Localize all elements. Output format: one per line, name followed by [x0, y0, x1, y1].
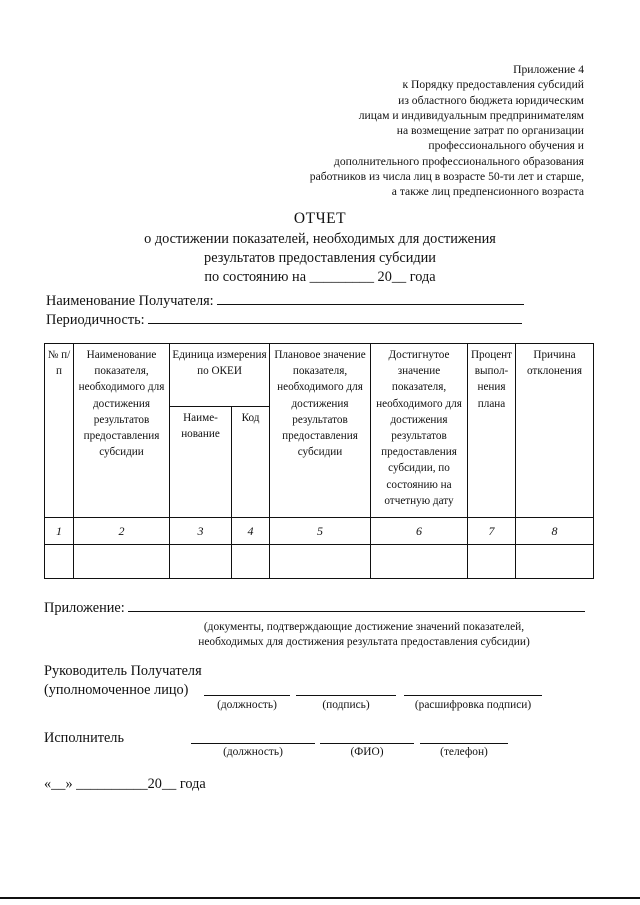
date-row: [44, 776, 206, 793]
periodicity-row: [46, 312, 522, 329]
appendix-line: работников из числа лиц в возрасте 50-ти лет и старше,: [309, 170, 584, 184]
appendix-header: [254, 62, 584, 200]
executor-position-line[interactable]: [191, 743, 315, 744]
report-date-prefix: по состоянию на: [204, 269, 307, 285]
header-achieved-value: Достигнутое значение показателя, необходимого для достижения результатов предоставления субсидии, по состоянию на отчетную дату: [371, 344, 468, 518]
attachment-input-line[interactable]: [128, 610, 585, 612]
head-position-line[interactable]: [204, 695, 290, 696]
appendix-line: к Порядку предоставления субсидий: [402, 78, 584, 92]
header-planned-value: Плановое значение показателя, необходимого для достижения результатов предоставления субсидии: [270, 344, 371, 518]
appendix-line: дополнительного профессионального образования: [333, 154, 584, 168]
head-decoding-line[interactable]: [404, 695, 542, 696]
report-title: ОТЧЕТ: [293, 210, 347, 227]
executor-phone-line[interactable]: [420, 743, 508, 744]
attachment-row: [44, 600, 585, 617]
date-year[interactable]: 20__ года: [147, 776, 206, 792]
executor-name-caption: (ФИО): [350, 746, 384, 758]
report-subtitle-line1: о достижении показателей, необходимых для достижения: [144, 231, 496, 247]
attachment-label: Приложение:: [44, 600, 125, 616]
report-date-line: [0, 268, 640, 287]
periodicity-label: Периодичность:: [46, 312, 145, 328]
table-cell[interactable]: [45, 545, 74, 579]
header-percent: Процент выпол-нения плана: [468, 344, 516, 518]
date-day[interactable]: «__»: [44, 776, 73, 792]
header-indicator-name: Наименование показателя, необходимого для достижения результатов предоставления субсидии: [74, 344, 170, 518]
column-number: 6: [371, 518, 468, 545]
column-number: 8: [516, 518, 594, 545]
table-number-row: [45, 518, 594, 545]
head-label-line2: (уполномоченное лицо): [44, 682, 189, 698]
header-unit-name: Наиме-нование: [170, 407, 232, 518]
column-number: 2: [74, 518, 170, 545]
table-row: [45, 545, 594, 579]
table-cell[interactable]: [232, 545, 270, 579]
report-table: [44, 343, 594, 579]
table-cell[interactable]: [516, 545, 594, 579]
table-cell[interactable]: [468, 545, 516, 579]
report-date-suffix: 20__ года: [377, 269, 436, 285]
appendix-line: из областного бюджета юридическим: [398, 93, 584, 107]
recipient-label: Наименование Получателя:: [46, 293, 214, 309]
attachment-note: [144, 620, 584, 650]
attachment-note-line2: необходимых для достижения результата предоставления субсидии): [198, 636, 530, 648]
report-date-blank[interactable]: _________: [309, 269, 374, 285]
header-unit-code: Код: [232, 407, 270, 518]
date-month[interactable]: __________: [76, 776, 148, 792]
table-cell[interactable]: [371, 545, 468, 579]
page-bottom-rule: [0, 897, 640, 899]
table-cell[interactable]: [270, 545, 371, 579]
head-label-line1: Руководитель Получателя: [44, 663, 202, 679]
table-cell[interactable]: [170, 545, 232, 579]
table-cell[interactable]: [74, 545, 170, 579]
head-signature-caption: (подпись): [322, 699, 370, 711]
executor-position-caption: (должность): [223, 746, 283, 758]
head-position-caption: (должность): [217, 699, 277, 711]
column-number: 5: [270, 518, 371, 545]
head-signature-line[interactable]: [296, 695, 396, 696]
table-header-row: [45, 344, 594, 407]
head-decoding-caption: (расшифровка подписи): [414, 699, 532, 711]
header-unit-group: Единица измерения по ОКЕИ: [170, 344, 270, 407]
attachment-note-line1: (документы, подтверждающие достижение значений показателей,: [203, 621, 525, 633]
executor-phone-caption: (телефон): [440, 746, 488, 758]
column-number: 3: [170, 518, 232, 545]
column-number: 7: [468, 518, 516, 545]
recipient-row: [46, 293, 524, 310]
appendix-line: профессионального обучения и: [428, 139, 584, 153]
recipient-input-line[interactable]: [217, 303, 524, 305]
executor-label: Исполнитель: [44, 730, 124, 746]
appendix-line: а также лиц предпенсионного возраста: [391, 185, 584, 199]
report-subtitle-line2: результатов предоставления субсидии: [204, 250, 436, 266]
column-number: 4: [232, 518, 270, 545]
appendix-line: лицам и индивидуальным предпринимателям: [358, 108, 584, 122]
column-number: 1: [45, 518, 74, 545]
header-number: № п/п: [45, 344, 74, 518]
appendix-line: Приложение 4: [513, 63, 584, 76]
periodicity-input-line[interactable]: [148, 322, 522, 324]
header-reason: Причина отклонения: [516, 344, 594, 518]
appendix-line: на возмещение затрат по организации: [396, 124, 584, 138]
executor-name-line[interactable]: [320, 743, 414, 744]
